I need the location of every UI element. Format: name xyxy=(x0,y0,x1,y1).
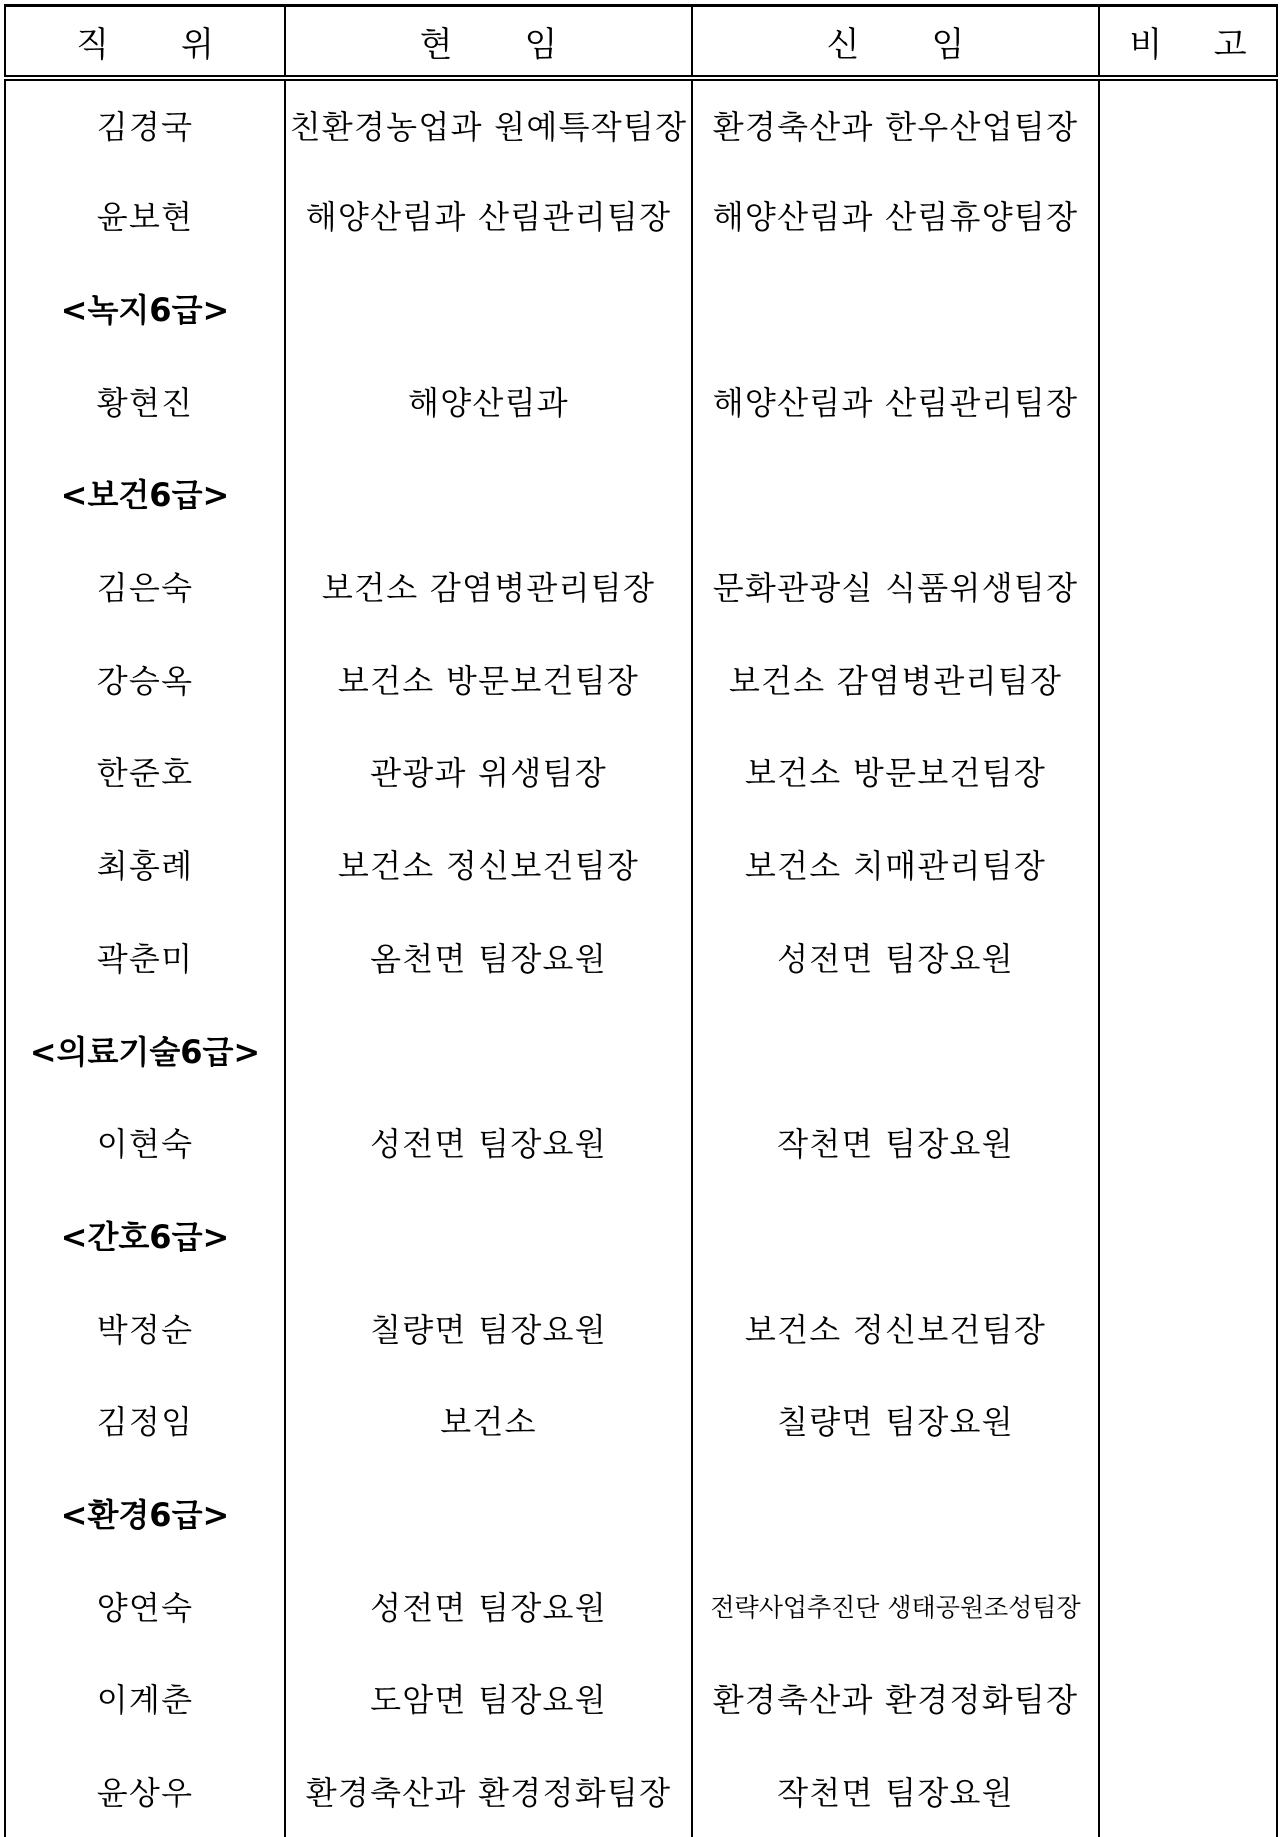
new-post-cell xyxy=(692,447,1099,540)
current-post-cell: 성전면 팀장요원 xyxy=(285,1096,692,1189)
new-post-cell: 해양산림과 산림휴양팀장 xyxy=(692,169,1099,262)
new-post-cell xyxy=(692,1189,1099,1282)
rank-cell: 김정임 xyxy=(5,1374,285,1467)
rank-cell: 김은숙 xyxy=(5,540,285,633)
note-cell xyxy=(1099,1374,1277,1467)
new-post-cell: 문화관광실 식품위생팀장 xyxy=(692,540,1099,633)
group-heading: <간호6급> xyxy=(5,1189,285,1282)
note-cell xyxy=(1099,354,1277,447)
table-row xyxy=(5,1281,1277,1374)
table-row xyxy=(5,1559,1277,1652)
group-heading-row xyxy=(5,1467,1277,1560)
group-heading-row xyxy=(5,262,1277,355)
rank-cell: 황현진 xyxy=(5,354,285,447)
table-row xyxy=(5,78,1277,169)
table-row xyxy=(5,632,1277,725)
note-cell xyxy=(1099,1559,1277,1652)
note-cell xyxy=(1099,169,1277,262)
rank-cell: 강승옥 xyxy=(5,632,285,725)
new-post-cell xyxy=(692,1467,1099,1560)
group-heading: <보건6급> xyxy=(5,447,285,540)
rank-cell: 최홍례 xyxy=(5,818,285,911)
group-heading-row xyxy=(5,1189,1277,1282)
rank-cell: 한준호 xyxy=(5,725,285,818)
note-cell xyxy=(1099,632,1277,725)
current-post-cell: 해양산림과 산림관리팀장 xyxy=(285,169,692,262)
note-cell xyxy=(1099,1003,1277,1096)
header-note: 비 고 xyxy=(1099,6,1277,79)
new-post-cell: 보건소 방문보건팀장 xyxy=(692,725,1099,818)
new-post-cell: 보건소 감염병관리팀장 xyxy=(692,632,1099,725)
new-post-cell: 성전면 팀장요원 xyxy=(692,911,1099,1004)
note-cell xyxy=(1099,1467,1277,1560)
new-post-cell: 해양산림과 산림관리팀장 xyxy=(692,354,1099,447)
current-post-cell xyxy=(285,1003,692,1096)
new-post-cell: 작천면 팀장요원 xyxy=(692,1096,1099,1189)
table-row xyxy=(5,354,1277,447)
new-post-cell: 보건소 정신보건팀장 xyxy=(692,1281,1099,1374)
current-post-cell: 친환경농업과 원예특작팀장 xyxy=(285,78,692,169)
group-heading: <녹지6급> xyxy=(5,262,285,355)
note-cell xyxy=(1099,78,1277,169)
note-cell xyxy=(1099,1652,1277,1745)
group-heading-row xyxy=(5,447,1277,540)
rank-cell: 박정순 xyxy=(5,1281,285,1374)
header-current-post: 현 임 xyxy=(285,6,692,79)
new-post-cell xyxy=(692,262,1099,355)
group-heading: <의료기술6급> xyxy=(5,1003,285,1096)
current-post-cell: 해양산림과 xyxy=(285,354,692,447)
current-post-cell xyxy=(285,447,692,540)
note-cell xyxy=(1099,725,1277,818)
rank-cell: 이계춘 xyxy=(5,1652,285,1745)
note-cell xyxy=(1099,911,1277,1004)
table-row xyxy=(5,1096,1277,1189)
table-row xyxy=(5,1652,1277,1745)
note-cell xyxy=(1099,1189,1277,1282)
new-post-cell: 전략사업추진단 생태공원조성팀장 xyxy=(692,1559,1099,1652)
new-post-cell: 칠량면 팀장요원 xyxy=(692,1374,1099,1467)
current-post-cell xyxy=(285,1467,692,1560)
note-cell xyxy=(1099,818,1277,911)
note-cell xyxy=(1099,1745,1277,1837)
rank-cell: 양연숙 xyxy=(5,1559,285,1652)
group-heading: <환경6급> xyxy=(5,1467,285,1560)
note-cell xyxy=(1099,1281,1277,1374)
note-cell xyxy=(1099,540,1277,633)
table-row xyxy=(5,911,1277,1004)
current-post-cell: 성전면 팀장요원 xyxy=(285,1559,692,1652)
rank-cell: 곽춘미 xyxy=(5,911,285,1004)
current-post-cell: 칠량면 팀장요원 xyxy=(285,1281,692,1374)
rank-cell: 김경국 xyxy=(5,78,285,169)
header-new-post: 신 임 xyxy=(692,6,1099,79)
note-cell xyxy=(1099,1096,1277,1189)
current-post-cell: 보건소 감염병관리팀장 xyxy=(285,540,692,633)
new-post-cell: 보건소 치매관리팀장 xyxy=(692,818,1099,911)
new-post-cell xyxy=(692,1003,1099,1096)
new-post-cell: 환경축산과 환경정화팀장 xyxy=(692,1652,1099,1745)
current-post-cell: 보건소 정신보건팀장 xyxy=(285,818,692,911)
current-post-cell: 도암면 팀장요원 xyxy=(285,1652,692,1745)
note-cell xyxy=(1099,447,1277,540)
new-post-cell: 작천면 팀장요원 xyxy=(692,1745,1099,1837)
current-post-cell xyxy=(285,262,692,355)
table-row xyxy=(5,1745,1277,1837)
table-header-row xyxy=(5,6,1277,79)
current-post-cell xyxy=(285,1189,692,1282)
group-heading-row xyxy=(5,1003,1277,1096)
table-row xyxy=(5,1374,1277,1467)
current-post-cell: 보건소 방문보건팀장 xyxy=(285,632,692,725)
table-row xyxy=(5,169,1277,262)
table-row xyxy=(5,725,1277,818)
table-row xyxy=(5,540,1277,633)
rank-cell: 윤보현 xyxy=(5,169,285,262)
current-post-cell: 관광과 위생팀장 xyxy=(285,725,692,818)
personnel-table xyxy=(4,4,1278,1837)
current-post-cell: 옴천면 팀장요원 xyxy=(285,911,692,1004)
note-cell xyxy=(1099,262,1277,355)
header-rank: 직 위 xyxy=(5,6,285,79)
current-post-cell: 환경축산과 환경정화팀장 xyxy=(285,1745,692,1837)
current-post-cell: 보건소 xyxy=(285,1374,692,1467)
new-post-cell: 환경축산과 한우산업팀장 xyxy=(692,78,1099,169)
rank-cell: 이현숙 xyxy=(5,1096,285,1189)
rank-cell: 윤상우 xyxy=(5,1745,285,1837)
table-row xyxy=(5,818,1277,911)
